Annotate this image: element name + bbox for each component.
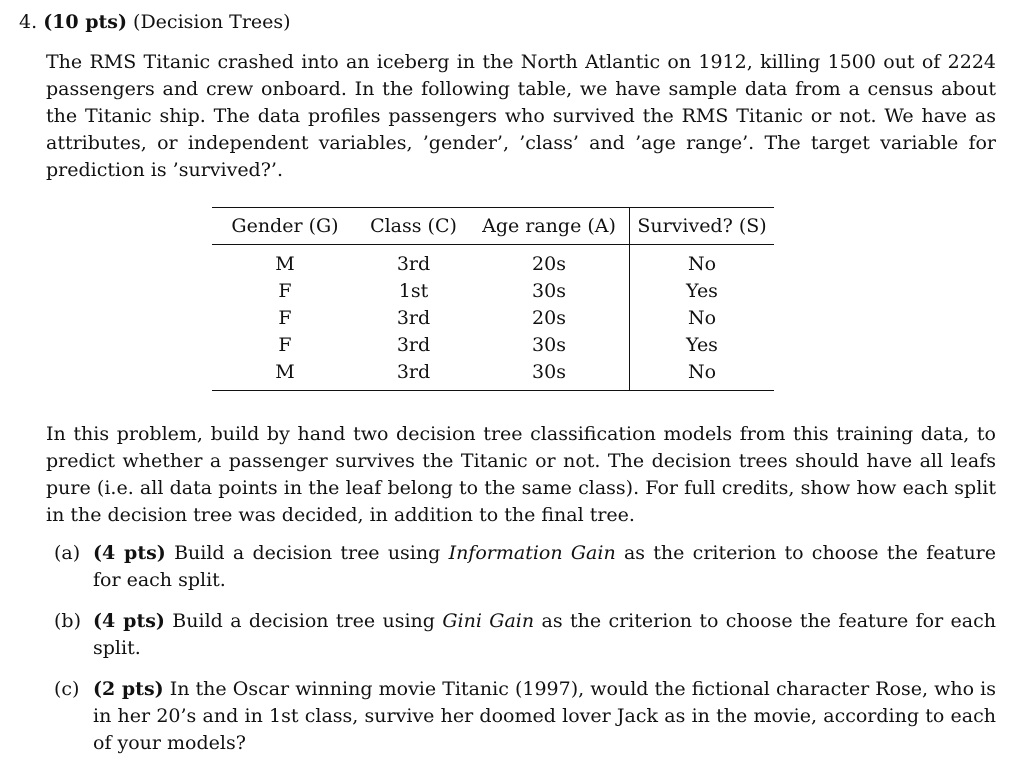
cell-class: 3rd bbox=[396, 361, 431, 383]
sub-question-label: (b) bbox=[54, 610, 81, 632]
table-row bbox=[212, 332, 774, 359]
sub-question-points: (4 pts) bbox=[93, 610, 165, 632]
cell-class: 3rd bbox=[396, 307, 431, 329]
table-row bbox=[212, 305, 774, 332]
table-row bbox=[212, 245, 774, 279]
cell-survived: No bbox=[630, 305, 775, 332]
cell-age-range: 30s bbox=[532, 334, 566, 356]
problem-paragraph: In this problem, build by hand two decision tree classification models from this training data, to predict whether a passenger survives the Titanic or not. The decision trees should have all leafs pure (i.e. all data points in the leaf belong to the same class). For full credits, show how each split in the decision tree was decided, in addition to the final tree. bbox=[46, 423, 996, 526]
sub-question-points: (2 pts) bbox=[93, 678, 164, 700]
sub-question-b bbox=[46, 608, 996, 662]
sub-question-text-end: as the criterion to choose the feature for each split. bbox=[93, 610, 996, 659]
cell-age-range: 30s bbox=[532, 280, 566, 302]
intro-paragraph: The RMS Titanic crashed into an iceberg in the North Atlantic on 1912, killing 1500 out of 2224 passengers and crew onboard. In the following table, we have sample data from a census about the Titanic ship. The data profiles passengers who survived the RMS Titanic or not. We have as attributes, or independent variables, ’gender’, ’class’ and ’age range’. The target variable for prediction is ’survived?’. bbox=[46, 51, 996, 181]
cell-gender: M bbox=[275, 253, 295, 275]
cell-gender: M bbox=[275, 361, 295, 383]
cell-class: 3rd bbox=[396, 334, 431, 356]
header-class: Class (C) bbox=[370, 214, 457, 237]
header-gender: Gender (G) bbox=[231, 214, 339, 237]
sub-question-text: In the Oscar winning movie Titanic (1997), would the fictional character Rose, who is in her 20’s and in 1st class, survive her doomed lover Jack as in the movie, according to each of your models? bbox=[93, 678, 996, 754]
sub-question-text-end: as the criterion to choose the feature for each split. bbox=[93, 542, 997, 591]
sub-questions bbox=[46, 540, 996, 771]
sub-question-c bbox=[46, 676, 996, 757]
header-age-range: Age range (A) bbox=[482, 214, 616, 237]
cell-class: 1st bbox=[398, 280, 429, 302]
cell-gender: F bbox=[278, 307, 292, 329]
cell-age-range: 20s bbox=[532, 253, 566, 275]
titanic-data-table bbox=[212, 207, 774, 391]
sub-question-label: (c) bbox=[54, 678, 80, 700]
cell-survived: Yes bbox=[630, 278, 775, 305]
sub-question-emphasis: Gini Gain bbox=[442, 610, 535, 632]
cell-age-range: 30s bbox=[532, 361, 566, 383]
sub-question-label: (a) bbox=[54, 542, 81, 564]
header-survived: Survived? (S) bbox=[630, 208, 775, 245]
question-number: 4. bbox=[19, 11, 38, 33]
cell-gender: F bbox=[278, 334, 292, 356]
cell-gender: F bbox=[278, 280, 292, 302]
cell-survived: No bbox=[630, 359, 775, 391]
cell-class: 3rd bbox=[396, 253, 431, 275]
question-title: (Decision Trees) bbox=[133, 11, 291, 33]
cell-survived: No bbox=[630, 245, 775, 279]
table-header-row bbox=[212, 208, 774, 245]
table-row bbox=[212, 359, 774, 391]
sub-question-text: Build a decision tree using bbox=[164, 610, 443, 632]
sub-question-text: Build a decision tree using bbox=[165, 542, 449, 564]
sub-question-emphasis: Information Gain bbox=[448, 542, 616, 564]
sub-question-a bbox=[46, 540, 996, 594]
cell-survived: Yes bbox=[630, 332, 775, 359]
table-row bbox=[212, 278, 774, 305]
cell-age-range: 20s bbox=[532, 307, 566, 329]
question-points: (10 pts) bbox=[43, 11, 127, 33]
question-heading bbox=[19, 9, 291, 36]
sub-question-points: (4 pts) bbox=[93, 542, 166, 564]
